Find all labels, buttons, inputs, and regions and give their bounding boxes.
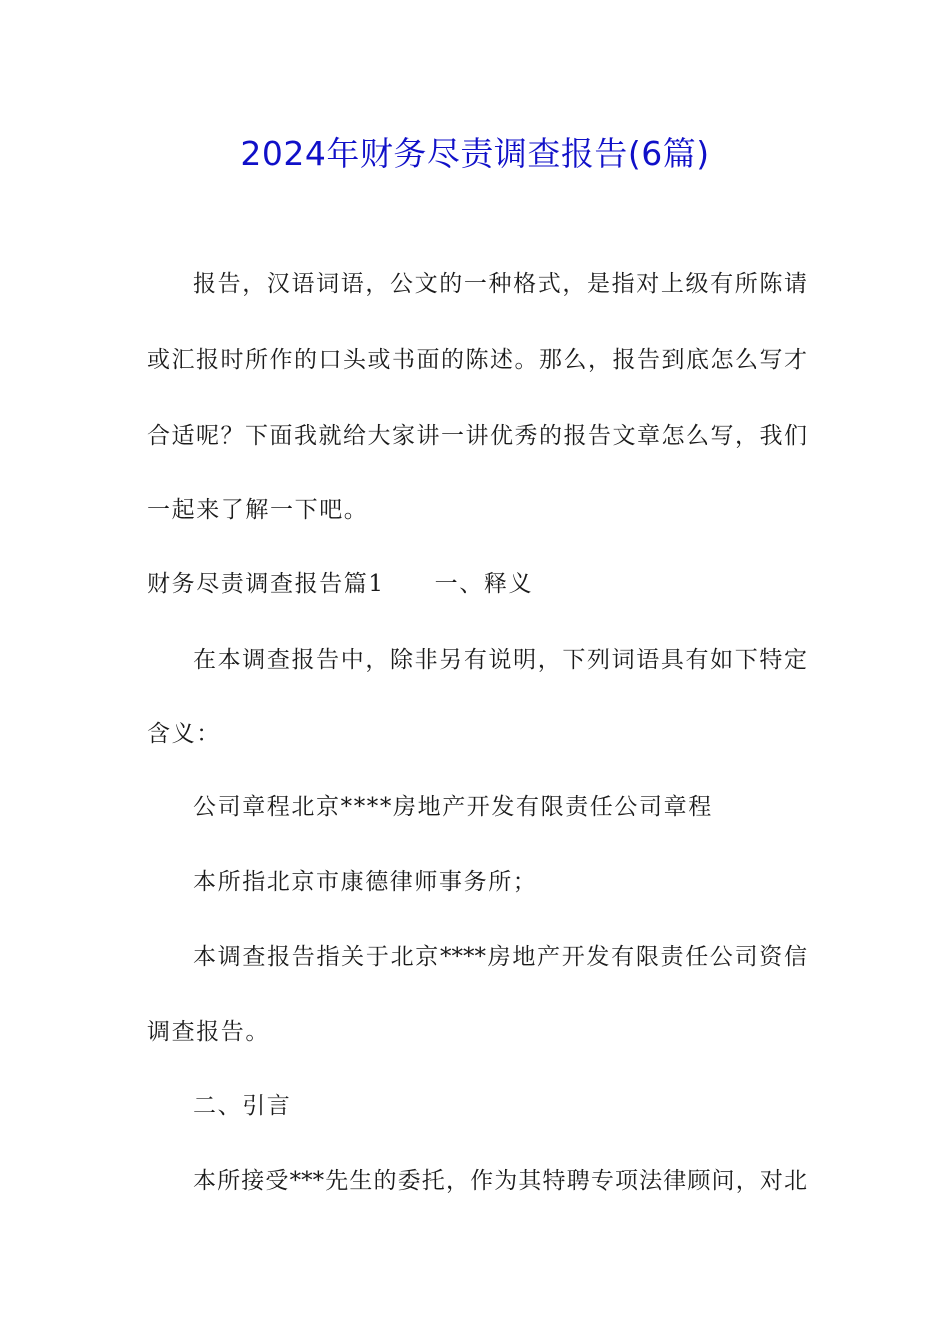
intro-line-3: 合适呢？下面我就给大家讲一讲优秀的报告文章怎么写，我们 (147, 423, 807, 449)
intro-line-1: 报告，汉语词语，公文的一种格式，是指对上级有所陈请 (193, 271, 807, 297)
definition-report-line-1: 本调查报告指关于北京****房地产开发有限责任公司资信 (193, 944, 807, 970)
document-title: 2024年财务尽责调查报告(6篇) (240, 134, 710, 173)
section-1-subheading: 一、释义 (434, 571, 534, 597)
intro-line-2: 或汇报时所作的口头或书面的陈述。那么，报告到底怎么写才 (147, 347, 807, 373)
section-2-heading: 二、引言 (193, 1093, 292, 1119)
intro-line-4: 一起来了解一下吧。 (147, 497, 369, 523)
definition-firm: 本所指北京市康德律师事务所； (193, 869, 538, 895)
definition-report-line-2: 调查报告。 (147, 1019, 270, 1045)
definition-line-2: 含义： (147, 721, 221, 747)
section-1-heading: 财务尽责调查报告篇1 (147, 571, 385, 597)
definition-line-1: 在本调查报告中，除非另有说明，下列词语具有如下特定 (193, 647, 807, 673)
section-1-heading-row (147, 568, 807, 600)
definition-company: 公司章程北京****房地产开发有限责任公司章程 (193, 794, 713, 820)
section-2-line-1: 本所接受***先生的委托，作为其特聘专项法律顾问，对北 (193, 1168, 807, 1194)
